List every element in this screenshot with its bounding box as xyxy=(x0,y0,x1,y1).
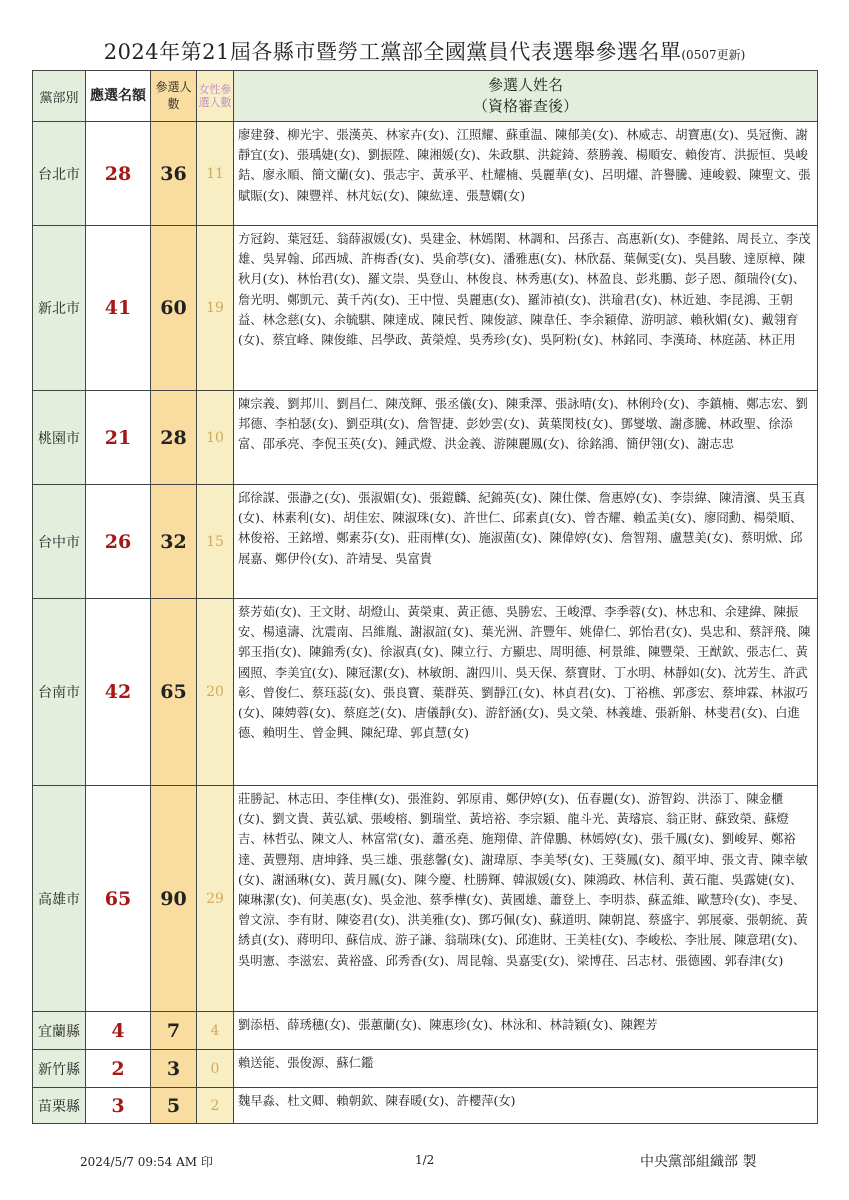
header-candidates: 參選人數 xyxy=(151,71,197,122)
candidates-cell: 65 xyxy=(151,599,197,786)
female-cell: 0 xyxy=(197,1050,234,1088)
candidates-cell: 5 xyxy=(151,1088,197,1124)
table-row xyxy=(33,391,818,485)
female-cell: 4 xyxy=(197,1012,234,1050)
names-cell: 陳宗義、劉邦川、劉昌仁、陳茂輝、張丞儀(女)、陳秉澤、張詠晴(女)、林俐玲(女)、李鎮楠、鄭志宏、劉邦德、李柏瑟(女)、劉亞琪(女)、詹智捷、彭妙雲(女)、黃葉閔枝(女)、鄧燮墩、謝彥騰、林政聖、徐添富、邵承亮、李倪玉英(女)、鍾武燈、洪金義、游陳麗鳳(女)、徐銘鴻、簡伊翎(女)、謝志忠 xyxy=(234,391,818,485)
names-cell: 方冠鈞、葉冠廷、翁薛淑媛(女)、吳建金、林嫣閑、林調和、呂孫吉、高惠新(女)、李健銘、周長立、李茂雄、吳昇翰、邱西城、許梅香(女)、吳俞葶(女)、潘雅惠(女)、林欣磊、葉佩雯(女)、吳昌駿、達原樟、陳秋月(女)、林怡君(女)、羅文崇、吳登山、林俊良、林秀惠(女)、林盈良、彭兆鵬、彭子恩、顏瑞伶(女)、詹光明、鄭凱元、黃千芮(女)、王中愷、吳麗惠(女)、羅沛禎(女)、洪瑜君(女)、林近廸、李昆鴻、王朝益、林念慈(女)、余毓騏、陳達成、陳民哲、陳俊諺、陳韋任、李余穎偉、游明諺、賴秋媚(女)、戴翎育(女)、蔡宜峰、陳俊維、呂學政、黃榮煌、吳秀珍(女)、吳阿粉(女)、林銘同、李漢琦、林庭菡、林正用 xyxy=(234,226,818,391)
female-cell: 11 xyxy=(197,122,234,226)
quota-cell: 28 xyxy=(86,122,151,226)
names-cell: 廖建發、柳光宇、張漢英、林家卉(女)、江照耀、蘇重温、陳郁美(女)、林威志、胡寶惠(女)、吳冠衡、謝靜宜(女)、張瑀婕(女)、劉振陞、陳湘媛(女)、朱政騏、洪錠錡、蔡勝義、楊順安、賴俊宵、洪振恒、吳峻銡、廖永順、簡文蘭(女)、張志宇、黃承平、杜耀楠、吳麗華(女)、呂明燿、許譽騰、連峻毅、陳聖文、張賦賑(女)、陳豐祥、林芃妘(女)、陳紘達、張慧嫻(女) xyxy=(234,122,818,226)
title-update-note: (0507更新) xyxy=(681,48,746,62)
table-row xyxy=(33,1050,818,1088)
female-cell: 20 xyxy=(197,599,234,786)
table-row xyxy=(33,1088,818,1124)
candidate-table xyxy=(32,70,818,1124)
names-cell: 劉添梧、薛琇穗(女)、張蕙蘭(女)、陳惠珍(女)、林泳和、林詩穎(女)、陳鏗芳 xyxy=(234,1012,818,1050)
table-row xyxy=(33,786,818,1012)
party-cell: 高雄市 xyxy=(33,786,86,1012)
quota-cell: 42 xyxy=(86,599,151,786)
table-row xyxy=(33,599,818,786)
header-quota: 應選名額 xyxy=(86,71,151,122)
producer-label: 中央黨部組織部 製 xyxy=(640,1154,757,1170)
female-cell: 2 xyxy=(197,1088,234,1124)
party-cell: 新竹縣 xyxy=(33,1050,86,1088)
quota-cell: 65 xyxy=(86,786,151,1012)
party-cell: 台南市 xyxy=(33,599,86,786)
names-cell: 魏早淼、杜文卿、賴朝欽、陳春暖(女)、許櫻萍(女) xyxy=(234,1088,818,1124)
table-row xyxy=(33,485,818,599)
header-names-subtitle: （資格審查後） xyxy=(472,97,578,115)
quota-cell: 26 xyxy=(86,485,151,599)
party-cell: 台北市 xyxy=(33,122,86,226)
names-cell: 莊勝記、林志田、李佳樺(女)、張淮鈞、郭原甫、鄭伊婷(女)、伍春麗(女)、游智鈞、洪添丁、陳金櫃(女)、劉文貴、黃弘斌、張峻榕、劉瑞堂、黃培裕、李宗穎、龍斗光、黃璿宸、翁正財、蘇致榮、蘇燈吉、林哲弘、陳文人、林富常(女)、蕭丞堯、施翔偉、許偉鵬、林嫣婷(女)、張千鳳(女)、劉峻昇、鄭裕達、黃豐翔、唐坤鋒、吳三雄、張慈馨(女)、謝瑋原、李美琴(女)、王葵鳳(女)、顏平坤、張文青、陳幸敏(女)、謝涵琳(女)、黃月鳳(女)、陳今慶、杜勝輝、韓淑媛(女)、陳鴻政、林信利、黃石龍、吳露婕(女)、陳琳潔(女)、何美惠(女)、吳金池、蔡季樺(女)、黃國雄、蕭登上、李明恭、蘇孟維、歐慧玲(女)、李旻、曾文涼、李有財、陳姿君(女)、洪美雅(女)、鄧巧佩(女)、蘇道明、陳朝崑、蔡盛宇、郭展豪、張朝統、黃綉貞(女)、蔣明印、蘇信成、游子謙、翁瑞珠(女)、邱進財、王美桂(女)、李峻松、李壯展、陳意珺(女)、吳明憲、李滋宏、黃裕盛、邱秀香(女)、周昆翰、吳嘉雯(女)、梁博荏、呂志材、張德國、郭春津(女) xyxy=(234,786,818,1012)
table-header-row xyxy=(33,71,818,122)
party-cell: 苗栗縣 xyxy=(33,1088,86,1124)
female-cell: 15 xyxy=(197,485,234,599)
candidates-cell: 36 xyxy=(151,122,197,226)
names-cell: 蔡芳茹(女)、王文財、胡燈山、黃榮東、黃正德、吳勝宏、王峻潭、李季蓉(女)、林忠和、余建緯、陳振安、楊遠濤、沈震南、呂維胤、謝淑誼(女)、葉光洲、許豐年、姚偉仁、郭怡君(女)、吳忠和、蔡評飛、陳郭玉指(女)、陳錦秀(女)、徐淑真(女)、陳立行、方顯忠、周明德、柯景維、陳豐榮、王猷欽、張志仁、黃國照、李美宜(女)、陳冠潔(女)、林敏朗、謝四川、吳天保、蔡寶財、丁水明、林靜如(女)、沈芳生、許武彰、曾俊仁、蔡珏蕊(女)、張良寶、葉群英、劉靜江(女)、林貞君(女)、丁裕樵、郭彥宏、蔡坤霖、林淑巧(女)、陳娉蓉(女)、蔡庭芝(女)、唐儀靜(女)、游舒涵(女)、吳文榮、林義雄、張新斛、林斐君(女)、白進德、賴明生、曾金興、陳紀瑋、郭貞慧(女) xyxy=(234,599,818,786)
candidates-cell: 90 xyxy=(151,786,197,1012)
quota-cell: 4 xyxy=(86,1012,151,1050)
female-cell: 29 xyxy=(197,786,234,1012)
candidates-cell: 3 xyxy=(151,1050,197,1088)
female-cell: 19 xyxy=(197,226,234,391)
candidates-cell: 60 xyxy=(151,226,197,391)
print-timestamp: 2024/5/7 09:54 AM 印 xyxy=(80,1155,213,1169)
names-cell: 邱徐謀、張瀞之(女)、張淑媚(女)、張鎧麟、紀錦英(女)、陳仕傑、詹惠婷(女)、李崇緯、陳清濱、吳玉真(女)、林素利(女)、胡佳宏、陳淑珠(女)、許世仁、邱素貞(女)、曾杏耀、賴孟美(女)、廖冏勳、楊榮順、林俊裕、王銘增、鄭素芬(女)、莊雨樺(女)、施淑菌(女)、陳偉婷(女)、詹智翔、盧慧美(女)、蔡明焮、邱展嘉、鄭伊伶(女)、許靖旻、吳富貴 xyxy=(234,485,818,599)
header-names-title: 參選人姓名 xyxy=(487,76,563,94)
table-row xyxy=(33,226,818,391)
table-row xyxy=(33,122,818,226)
candidates-cell: 28 xyxy=(151,391,197,485)
document-title xyxy=(0,36,849,66)
quota-cell: 2 xyxy=(86,1050,151,1088)
page-number: 1/2 xyxy=(415,1153,435,1167)
quota-cell: 3 xyxy=(86,1088,151,1124)
header-female: 女性參選人數 xyxy=(197,71,234,122)
header-party: 黨部別 xyxy=(33,71,86,122)
party-cell: 宜蘭縣 xyxy=(33,1012,86,1050)
quota-cell: 21 xyxy=(86,391,151,485)
quota-cell: 41 xyxy=(86,226,151,391)
title-text: 2024年第21屆各縣市暨勞工黨部全國黨員代表選舉參選名單 xyxy=(103,40,682,64)
candidates-cell: 32 xyxy=(151,485,197,599)
table-row xyxy=(33,1012,818,1050)
candidates-cell: 7 xyxy=(151,1012,197,1050)
header-names xyxy=(234,71,818,122)
party-cell: 台中市 xyxy=(33,485,86,599)
party-cell: 新北市 xyxy=(33,226,86,391)
names-cell: 賴送能、張俊源、蘇仁鑑 xyxy=(234,1050,818,1088)
party-cell: 桃園市 xyxy=(33,391,86,485)
female-cell: 10 xyxy=(197,391,234,485)
